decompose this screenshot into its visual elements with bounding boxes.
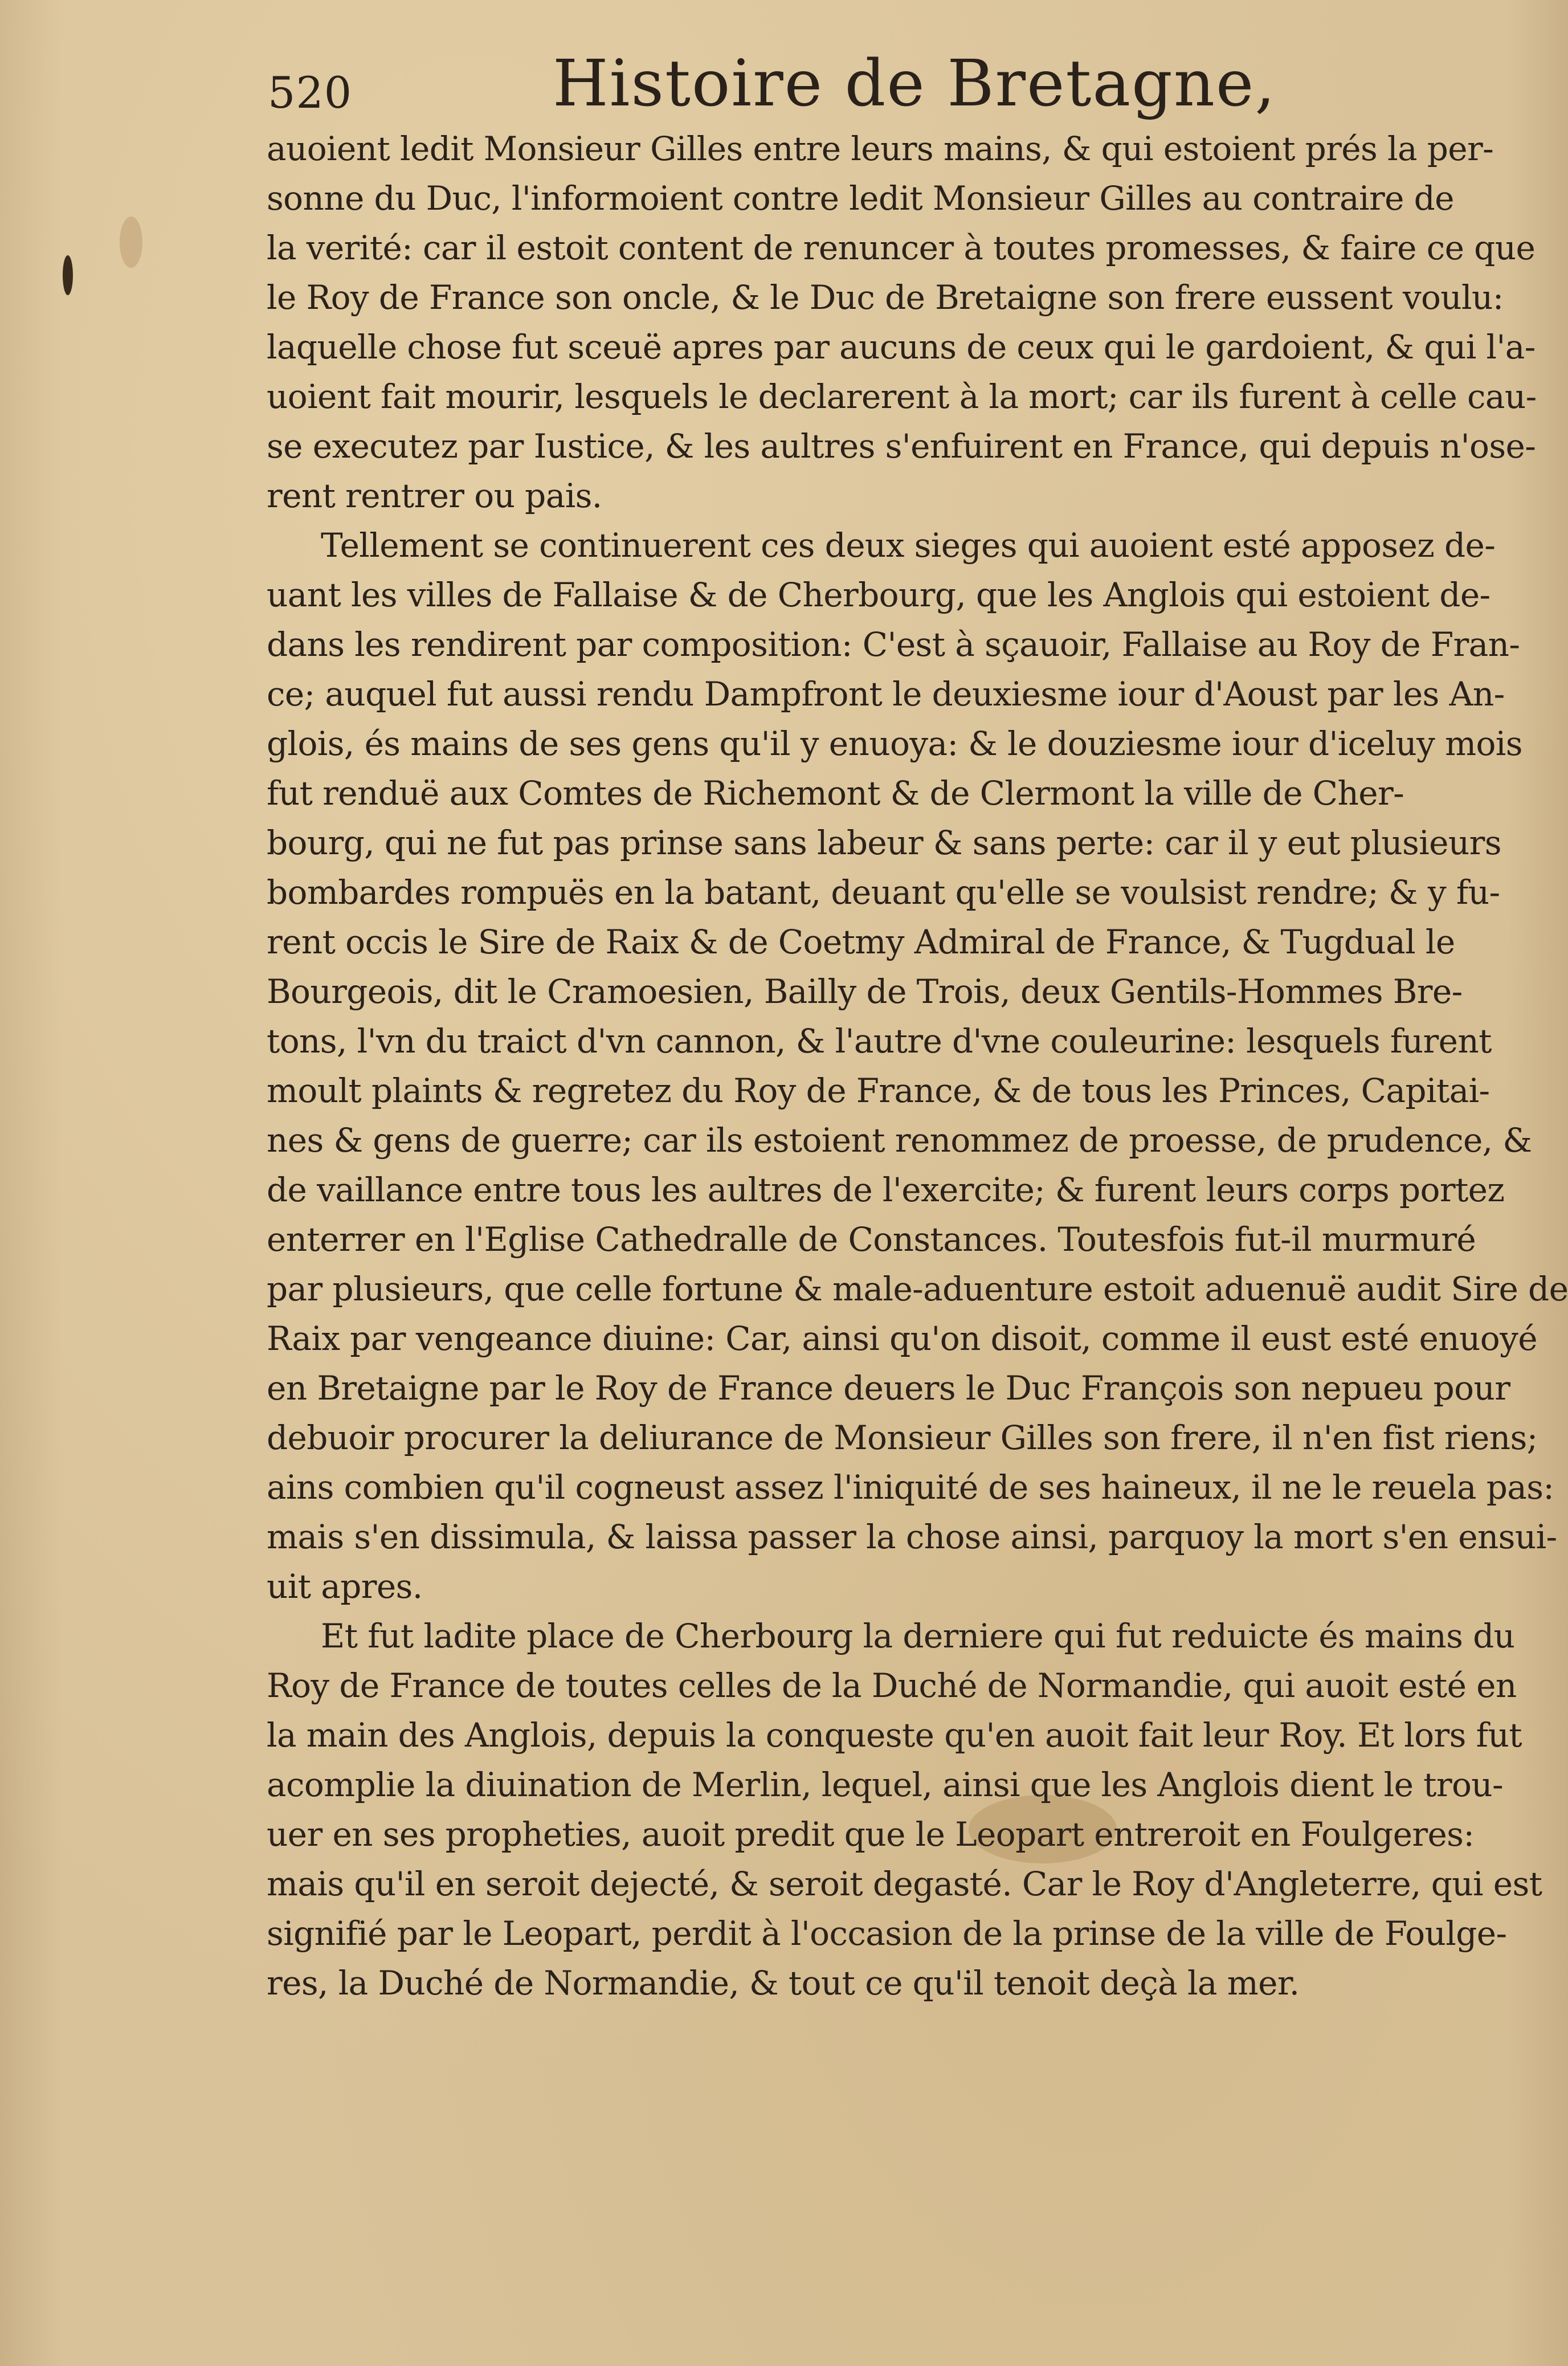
text-line: glois, és mains de ses gens qu'il y enuoya: & le douziesme iour d'iceluy mois: [267, 724, 1522, 763]
text-line: fut renduë aux Comtes de Richemont & de Clermont la ville de Cher-: [267, 774, 1404, 813]
text-line: moult plaints & regretez du Roy de France, & de tous les Princes, Capitai-: [267, 1071, 1490, 1110]
paragraph: [267, 1612, 1542, 2008]
text-line: mais s'en dissimula, & laissa passer la chose ainsi, parquoy la mort s'en ensui-: [267, 1517, 1557, 1556]
text-line: Roy de France de toutes celles de la Duché de Normandie, qui auoit esté en: [267, 1666, 1517, 1705]
text-line: uant les villes de Fallaise & de Cherbourg, que les Anglois qui estoient de-: [267, 576, 1491, 614]
text-line: rent rentrer ou pais.: [267, 476, 602, 515]
text-line: uer en ses propheties, auoit predit que le Leopart entreroit en Foulgeres:: [267, 1815, 1475, 1854]
text-line: debuoir procurer la deliurance de Monsieur Gilles son frere, il n'en fist riens;: [267, 1418, 1538, 1457]
text-line: la verité: car il estoit content de renuncer à toutes promesses, & faire ce que: [267, 229, 1536, 267]
text-line: Et fut ladite place de Cherbourg la derniere qui fut reduicte és mains du: [321, 1617, 1515, 1655]
text-line: laquelle chose fut sceuë apres par aucuns de ceux qui le gardoient, & qui l'a-: [267, 328, 1536, 366]
running-title: Histoire de Bretagne,: [553, 47, 1276, 121]
text-line: par plusieurs, que celle fortune & male-aduenture estoit aduenuë audit Sire de: [267, 1270, 1568, 1308]
text-line: uit apres.: [267, 1567, 423, 1606]
text-line: mais qu'il en seroit dejecté, & seroit degasté. Car le Roy d'Angleterre, qui est: [267, 1865, 1542, 1903]
ink-blot: [63, 255, 73, 295]
text-line: la main des Anglois, depuis la conqueste qu'en auoit fait leur Roy. Et lors fut: [267, 1716, 1522, 1755]
text-line: uoient fait mourir, lesquels le declarerent à la mort; car ils furent à celle cau-: [267, 377, 1537, 416]
text-line: nes & gens de guerre; car ils estoient renommez de proesse, de prudence, &: [267, 1121, 1532, 1160]
text-line: ains combien qu'il cogneust assez l'iniquité de ses haineux, il ne le reuela pas:: [267, 1468, 1554, 1507]
text-line: Tellement se continuerent ces deux sieges qui auoient esté apposez de-: [321, 526, 1496, 565]
text-line: Raix par vengeance diuine: Car, ainsi qu'on disoit, comme il eust esté enuoyé: [267, 1319, 1537, 1358]
text-line: res, la Duché de Normandie, & tout ce qu'il tenoit deçà la mer.: [267, 1964, 1300, 2002]
text-line: signifié par le Leopart, perdit à l'occasion de la prinse de la ville de Foulge-: [267, 1914, 1507, 1953]
text-line: bourg, qui ne fut pas prinse sans labeur & sans perte: car il y eut plusieurs: [267, 823, 1501, 862]
text-line: le Roy de France son oncle, & le Duc de Bretaigne son frere eussent voulu:: [267, 278, 1504, 317]
text-line: rent occis le Sire de Raix & de Coetmy Admiral de France, & Tugdual le: [267, 923, 1455, 961]
text-line: acomplie la diuination de Merlin, lequel, ainsi que les Anglois dient le trou-: [267, 1765, 1504, 1804]
text-line: dans les rendirent par composition: C'est à sçauoir, Fallaise au Roy de Fran-: [267, 625, 1520, 664]
text-line: sonne du Duc, l'informoient contre ledit Monsieur Gilles au contraire de: [267, 179, 1454, 218]
text-line: enterrer en l'Eglise Cathedralle de Constances. Toutesfois fut-il murmuré: [267, 1220, 1476, 1259]
text-line: Bourgeois, dit le Cramoesien, Bailly de Trois, deux Gentils-Hommes Bre-: [267, 972, 1463, 1011]
paragraph: [267, 521, 1568, 1612]
page-number: 520: [268, 67, 353, 118]
text-line: ce; auquel fut aussi rendu Dampfront le deuxiesme iour d'Aoust par les An-: [267, 675, 1505, 713]
text-line: se executez par Iustice, & les aultres s'enfuirent en France, qui depuis n'ose-: [267, 427, 1536, 466]
running-head: [268, 40, 1322, 125]
text-line: de vaillance entre tous les aultres de l'exercite; & furent leurs corps portez: [267, 1170, 1505, 1209]
body-text: [267, 124, 1568, 2008]
text-line: tons, l'vn du traict d'vn cannon, & l'autre d'vne couleurine: lesquels furent: [267, 1022, 1492, 1060]
paragraph: [267, 124, 1537, 521]
text-line: bombardes rompuës en la batant, deuant qu'elle se voulsist rendre; & y fu-: [267, 873, 1500, 912]
paper-stain: [120, 217, 142, 268]
text-line: en Bretaigne par le Roy de France deuers le Duc François son nepueu pour: [267, 1369, 1510, 1408]
text-line: auoient ledit Monsieur Gilles entre leurs mains, & qui estoient prés la per-: [267, 129, 1494, 168]
